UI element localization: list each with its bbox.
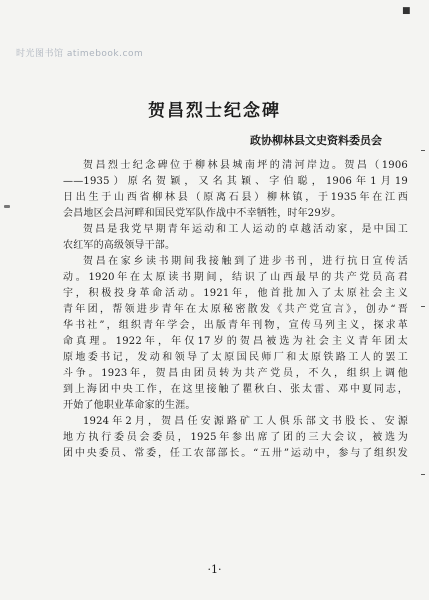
text-line: 团中央委员、常委，任工农部部长。“五卅”运动中，参与了组织发 (63, 448, 408, 459)
edge-tick (421, 474, 425, 475)
edge-tick (421, 306, 425, 307)
document-title: 贺昌烈士纪念碑 (148, 101, 281, 121)
text-line: 宇，积极投身革命活动。1921年，他首批加入了太原社会主义 (63, 288, 408, 299)
author-line: 政协柳林县文史资料委员会 (250, 134, 382, 147)
text-line: 会昌地区会昌河畔和国民党军队作战中不幸牺牲，时年29岁。 (63, 208, 342, 219)
text-line: 开始了他职业革命家的生涯。 (63, 400, 196, 411)
text-line: 1924年2月，贺昌任安源路矿工人俱乐部文书股长、安源 (83, 416, 408, 427)
watermark: 时光图书馆 atimebook.com (16, 49, 144, 59)
edge-tick (421, 150, 425, 151)
text-line: 到上海团中央工作，在这里接触了瞿秋白、张太雷、邓中夏同志， (63, 384, 408, 395)
text-line: 动。1920年在太原读书期间，结识了山西最早的共产党员高君 (63, 272, 408, 283)
text-line: 日出生于山西省柳林县（原离石县）柳林镇，于1935年在江西 (63, 192, 408, 203)
page-corner-mark: ■ (402, 6, 411, 16)
page-number: ·1· (207, 563, 222, 576)
text-line: ——1935）原名贺颖，又名其颖、字伯聪，1906年1月19 (63, 176, 408, 187)
margin-mark (4, 205, 10, 208)
text-line: 贺昌烈士纪念碑位于柳林县城南坪的清河岸边。贺昌（1906 (83, 160, 408, 171)
text-line: 斗争。1923年，贺昌由团员转为共产党员，不久，组织上调他 (63, 368, 408, 379)
text-line: 青年团，帮领进步青年在太原秘密散发《共产党宣言》，创办“晋 (63, 304, 408, 315)
text-line: 贺昌在家乡读书期间我接触到了进步书刊，进行抗日宣传活 (83, 256, 408, 267)
text-line: 华书社”，组织青年学会，出版青年刊物，宣传马列主义，探求革 (63, 320, 408, 331)
body-text (63, 158, 408, 462)
text-line: 贺昌是我党早期青年运动和工人运动的卓越活动家，是中国工 (83, 224, 408, 235)
text-line: 命真理。1922年，年仅17岁的贺昌被选为社会主义青年团太 (63, 336, 408, 347)
text-line: 农红军的高级领导干部。 (63, 240, 176, 251)
text-line: 地方执行委员会委员，1925年参出席了团的三大会议，被选为 (63, 432, 408, 443)
text-line: 原地委书记，发动和领导了太原国民师厂和太原铁路工人的罢工 (63, 352, 408, 363)
